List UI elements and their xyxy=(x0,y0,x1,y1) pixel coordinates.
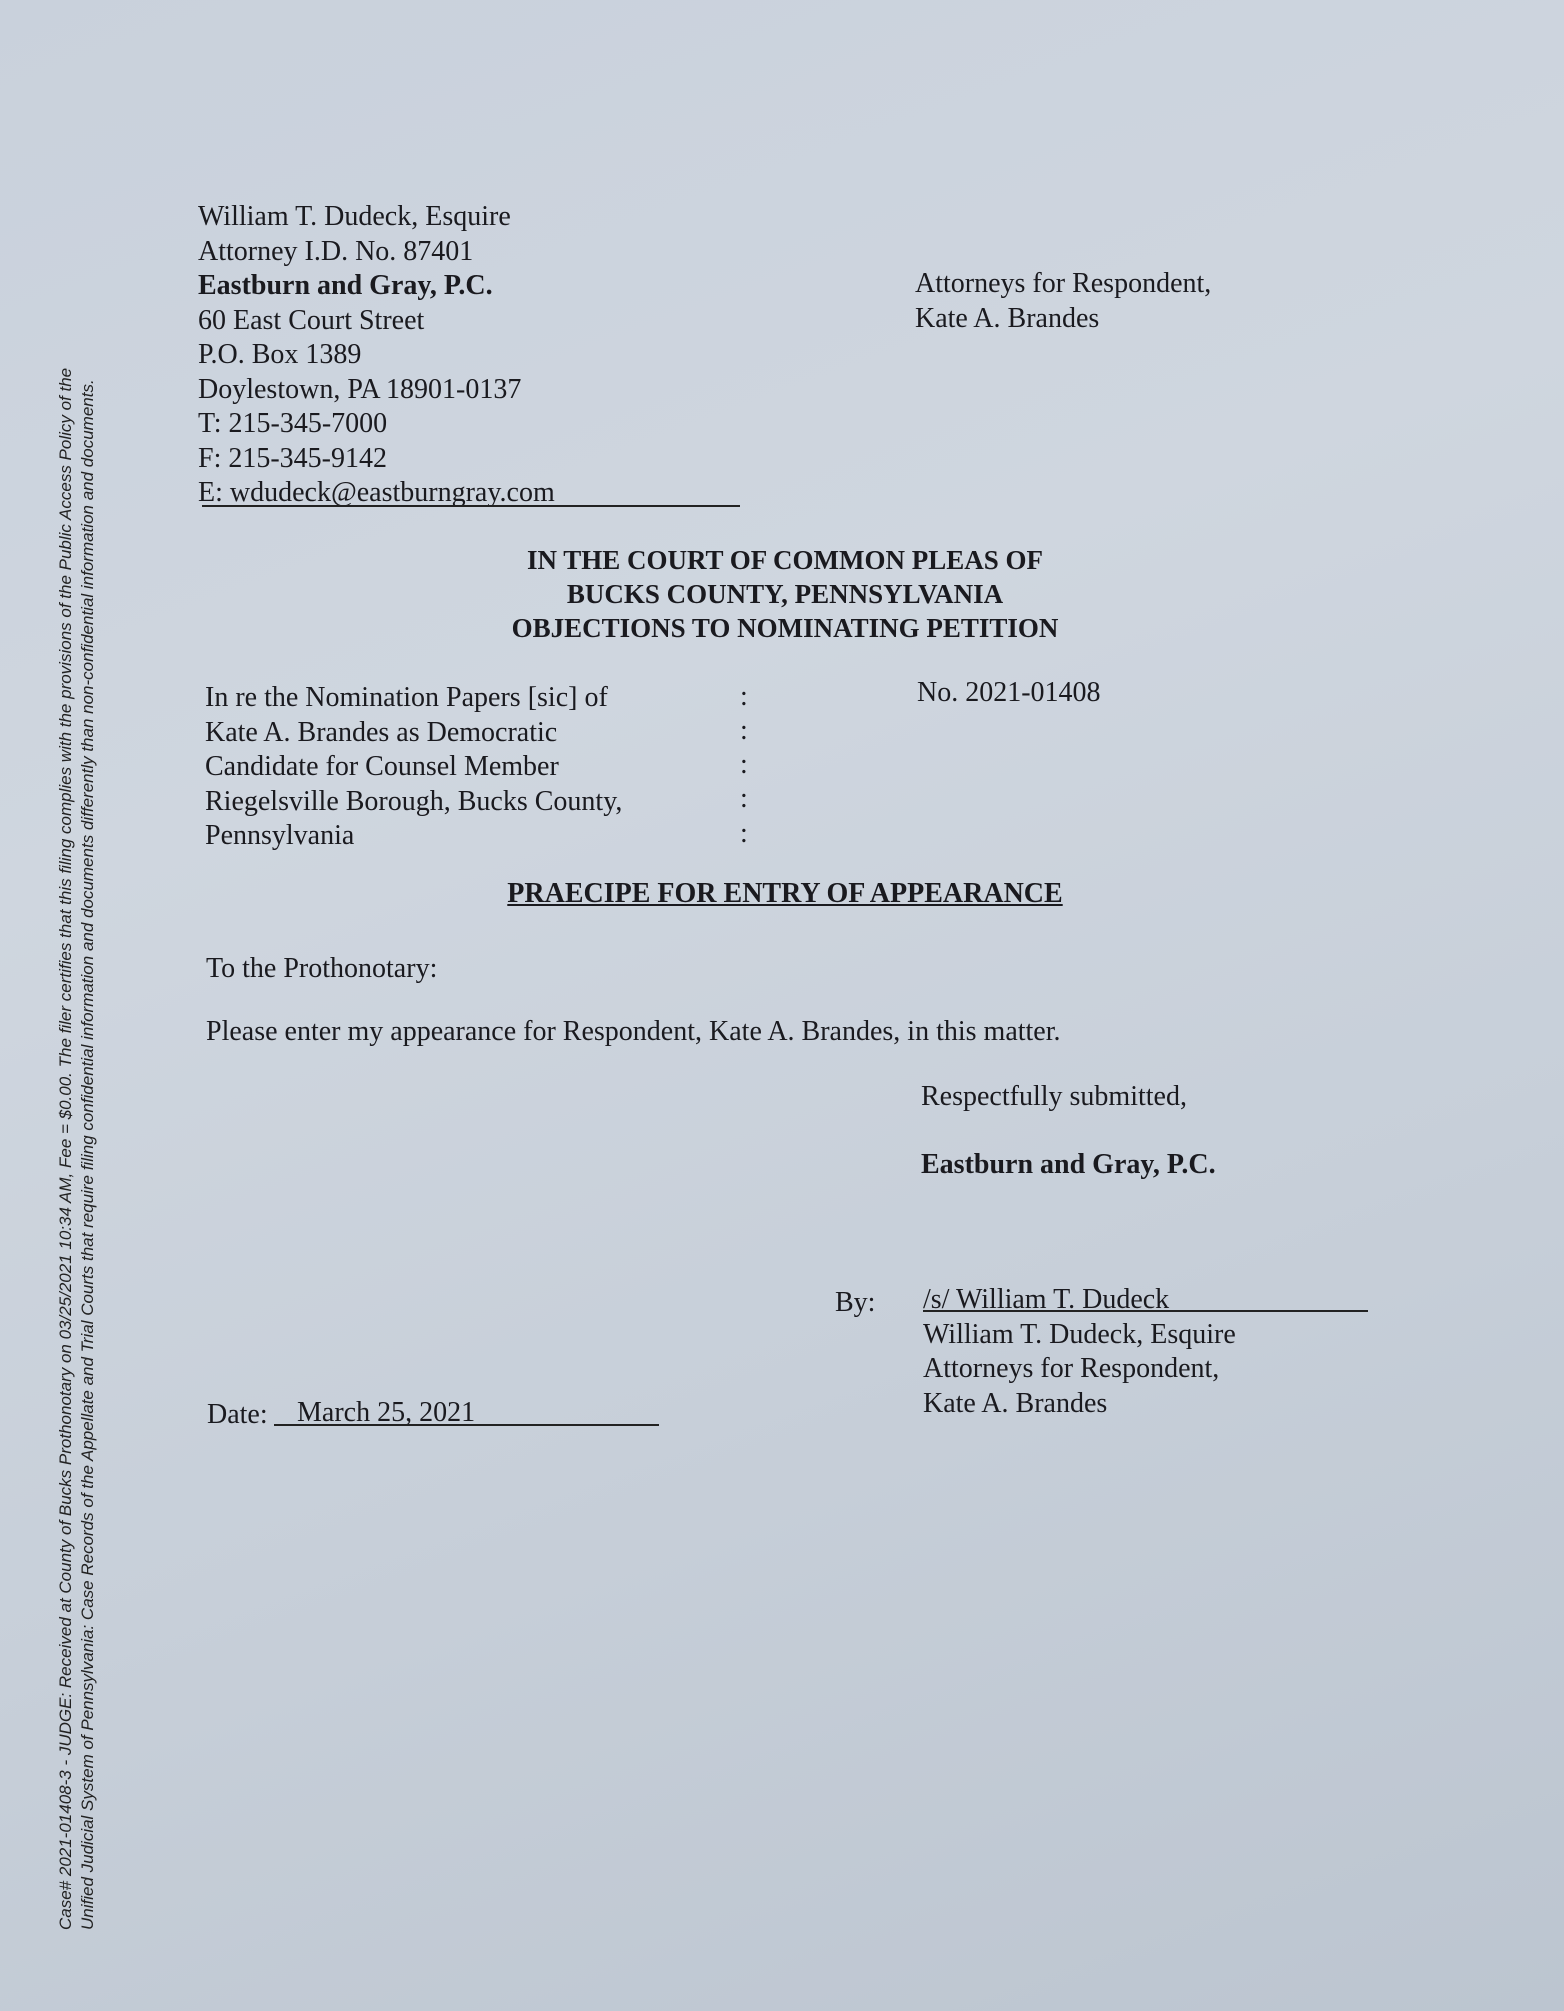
filing-notice-line-2: Unified Judicial System of Pennsylvania: Case Records of the Appellate and Trial Courts that require filing confidential information and documents differently than non-confidential information and documents. xyxy=(78,379,97,1930)
case-caption-line: Pennsylvania xyxy=(205,820,355,851)
signature-name: William T. Dudeck, Esquire xyxy=(923,1318,1236,1350)
closing-respectfully: Respectfully submitted, xyxy=(921,1081,1187,1112)
case-caption-line: Riegelsville Borough, Bucks County, xyxy=(205,785,623,817)
court-caption-line-1: IN THE COURT OF COMMON PLEAS OF xyxy=(526,545,1044,575)
caption-colon: : xyxy=(740,783,748,814)
by-label: By: xyxy=(835,1287,876,1318)
attorney-phone: T: 215-345-7000 xyxy=(198,408,388,439)
date-line xyxy=(274,1424,659,1426)
attorney-firm: Eastburn and Gray, P.C. xyxy=(198,270,493,301)
caption-colon: : xyxy=(740,749,748,780)
closing-firm: Eastburn and Gray, P.C. xyxy=(921,1149,1216,1180)
case-caption xyxy=(205,681,622,854)
representation-line-1: Attorneys for Respondent, xyxy=(915,268,1212,299)
attorney-street: 60 East Court Street xyxy=(198,304,425,336)
signature-signed: /s/ William T. Dudeck xyxy=(923,1284,1170,1315)
attorney-fax: F: 215-345-9142 xyxy=(198,442,387,474)
caption-colon: : xyxy=(740,681,748,712)
attorney-block xyxy=(198,200,555,511)
signature-line xyxy=(923,1310,1368,1312)
document-title: PRAECIPE FOR ENTRY OF APPEARANCE xyxy=(507,878,1063,909)
signature-client: Kate A. Brandes xyxy=(923,1387,1108,1419)
body-text: Please enter my appearance for Respondent, Kate A. Brandes, in this matter. xyxy=(206,1016,1061,1047)
court-caption-line-3: OBJECTIONS TO NOMINATING PETITION xyxy=(511,613,1059,643)
filing-notice-line-1: Case# 2021-01408-3 - JUDGE: Received at County of Bucks Prothonotary on 03/25/2021 10:34 AM, Fee = $0.00. The filer certifies that this filing complies with the provisions of the Public Access Policy of the xyxy=(56,367,75,1930)
case-number: No. 2021-01408 xyxy=(917,677,1101,708)
email-underline xyxy=(202,505,740,507)
caption-colon: : xyxy=(740,715,748,746)
attorney-id: Attorney I.D. No. 87401 xyxy=(198,235,474,267)
case-caption-line: Candidate for Counsel Member xyxy=(205,751,559,782)
attorney-name: William T. Dudeck, Esquire xyxy=(198,201,511,232)
representation-block xyxy=(915,267,1211,336)
case-caption-line: In re the Nomination Papers [sic] of xyxy=(205,682,608,713)
case-caption-line: Kate A. Brandes as Democratic xyxy=(205,716,558,748)
signature-block xyxy=(923,1283,1236,1421)
date-label: Date: xyxy=(207,1399,268,1430)
salutation: To the Prothonotary: xyxy=(206,953,438,984)
attorney-po-box: P.O. Box 1389 xyxy=(198,339,362,370)
attorney-email: E: wdudeck@eastburngray.com xyxy=(198,477,555,508)
caption-colon: : xyxy=(740,818,748,849)
court-caption xyxy=(380,543,1190,645)
date-value: March 25, 2021 xyxy=(297,1397,476,1428)
filing-notice xyxy=(55,50,99,1930)
attorney-city: Doylestown, PA 18901-0137 xyxy=(198,373,522,405)
representation-line-2: Kate A. Brandes xyxy=(915,302,1100,334)
court-caption-line-2: BUCKS COUNTY, PENNSYLVANIA xyxy=(566,579,1004,609)
signature-role: Attorneys for Respondent, xyxy=(923,1353,1220,1384)
